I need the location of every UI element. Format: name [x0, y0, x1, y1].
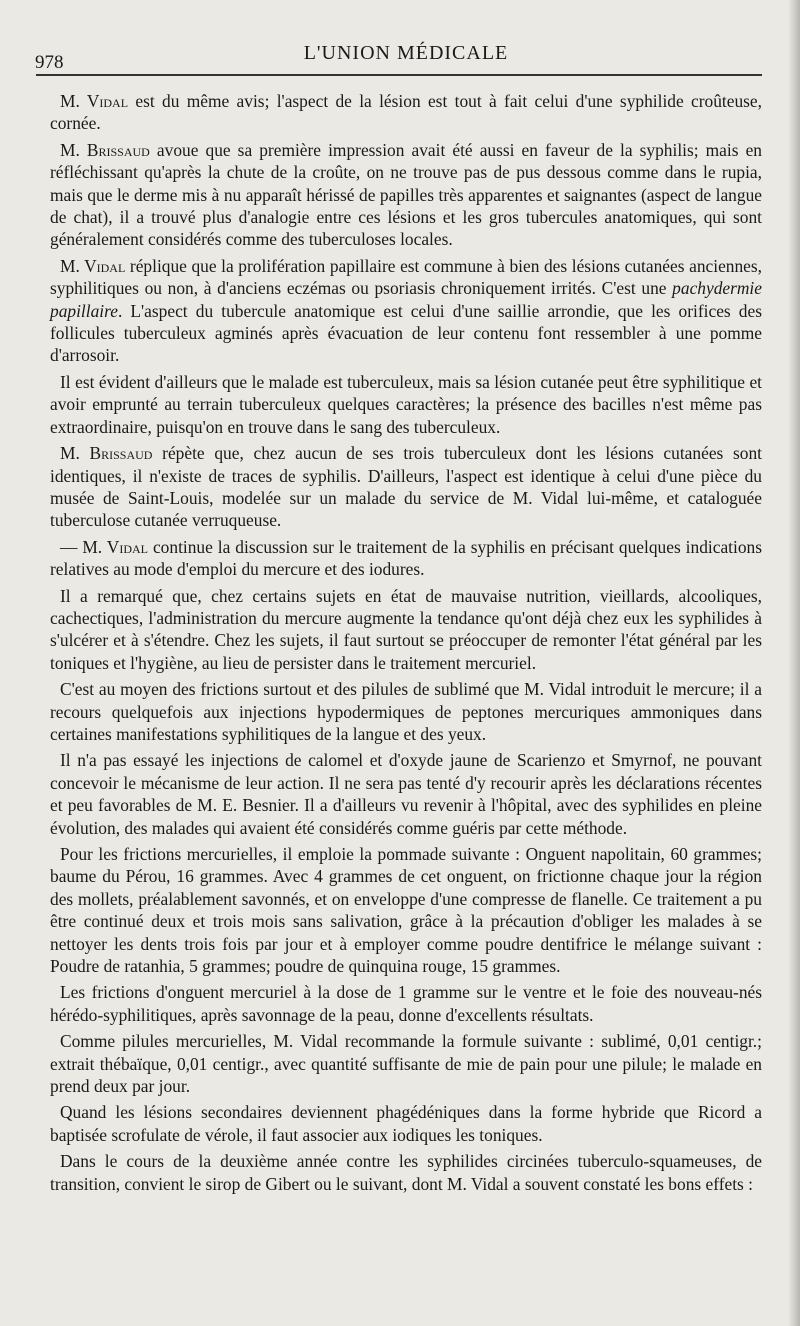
- paragraph-text: répète que, chez aucun de ses trois tuberculeux dont les lésions cutanées sont identiques, il n'existe de traces de syphilis. D'ailleurs, l'aspect est identique à celui d'une pièce du musée de Saint-Louis, modelée sur un malade du service de M. Vidal lui-même, et cataloguée tuberculose cutanée verruqueuse.: [50, 443, 762, 531]
- paragraph: Il a remarqué que, chez certains sujets en état de mauvaise nutrition, vieillards, alcooliques, cachectiques, l'administration du mercure augmente la tendance qu'ont déjà chez eux les syphilides à s'ulcérer et à s'étendre. Chez les sujets, il faut surtout se préoccuper de remonter l'état général par les toniques et l'hygiène, au lieu de persister dans le traitement mercuriel.: [50, 585, 762, 673]
- header-rule: [36, 74, 762, 76]
- paragraph: Les frictions d'onguent mercuriel à la dose de 1 gramme sur le ventre et le foie des nouveau-nés hérédo-syphilitiques, après savonnage de la peau, donne d'excellents résultats.: [50, 982, 762, 1025]
- speaker-name: M. Vidal: [82, 536, 149, 557]
- page-edge-shadow: [788, 0, 800, 1326]
- paragraph-text: continue la discussion sur le traitement de la syphilis en précisant quelques indications relatives au mode d'emploi du mercure et des iodures.: [50, 536, 762, 580]
- paragraph: Dans le cours de la deuxième année contre les syphilides circinées tuberculo-squameuses, de transition, convient le sirop de Gibert ou le suivant, dont M. Vidal a souvent constaté les bons effets :: [50, 1151, 762, 1194]
- paragraph: [50, 255, 762, 367]
- running-title: L'UNION MÉDICALE: [303, 42, 509, 64]
- paragraph: [50, 442, 762, 532]
- dash-prefix: —: [60, 536, 83, 557]
- speaker-name: M. Brissaud: [60, 443, 153, 464]
- speaker-name: M. Vidal: [60, 255, 126, 276]
- paragraph-text: avoue que sa première impression avait été aussi en faveur de la syphilis; mais en réfléchissant qu'après la chute de la croûte, on ne trouve pas de pus dessous comme dans le rupia, mais que le derme mis à nu apparaît hérissé de papilles très apparentes et saignantes (aspect de langue de chat), il a trouvé plus d'analogie entre ces lésions et les gros tubercules anatomiques, qui sont généralement considérés comme des tuberculoses locales.: [50, 139, 762, 250]
- paragraph-text: réplique que la prolifération papillaire est commune à bien des lésions cutanées anciennes, syphilitiques ou non, à d'anciens eczémas ou psoriasis chroniquement irrités. C'est une: [50, 255, 763, 299]
- page-header: [35, 42, 762, 73]
- paragraph: [50, 90, 762, 135]
- paragraph: [50, 139, 762, 251]
- speaker-name: M. Brissaud: [60, 139, 150, 160]
- paragraph: Pour les frictions mercurielles, il emploie la pommade suivante : Onguent napolitain, 60 grammes; baume du Pérou, 16 grammes. Avec 4 grammes de cet onguent, on frictionne chaque jour la région des mollets, préalablement savonnés, et on enveloppe d'une compresse de flanelle. Ce traitement a pu être continué deux et trois mois sans salivation, grâce à la précaution d'obliger les malades à se nettoyer les dents trois fois par jour et à employer comme poudre dentifrice le mélange suivant : Poudre de ratanhia, 5 grammes; poudre de quinquina rouge, 15 grammes.: [50, 844, 762, 977]
- body-text: [50, 90, 762, 1195]
- paragraph: Il est évident d'ailleurs que le malade est tuberculeux, mais sa lésion cutanée peut être syphilitique et avoir emprunté au terrain tuberculeux quelques caractères; la présence des bacilles n'est même pas extraordinaire, puisqu'on en trouve dans le sang des tuberculeux.: [50, 371, 762, 437]
- paragraph-text: est du même avis; l'aspect de la lésion est tout à fait celui d'une syphilide croûteuse, cornée.: [50, 91, 762, 134]
- paragraph: Comme pilules mercurielles, M. Vidal recommande la formule suivante : sublimé, 0,01 centigr.; extrait thébaïque, 0,01 centigr., avec quantité suffisante de mie de pain pour une pilule; le malade en prend deux par jour.: [50, 1031, 762, 1097]
- speaker-name: M. Vidal: [60, 91, 129, 111]
- emphasized-term: pachydermie papillaire: [50, 278, 762, 321]
- paragraph: Quand les lésions secondaires deviennent phagédéniques dans la forme hybride que Ricord a baptisée scrofulate de vérole, il faut associer aux iodiques les toniques.: [50, 1102, 762, 1145]
- page-number: 978: [35, 52, 64, 73]
- paragraph: C'est au moyen des frictions surtout et des pilules de sublimé que M. Vidal introduit le mercure; il a recours quelquefois aux injections hypodermiques de peptones mercuriques ammoniques dans certaines manifestations syphilitiques de la langue et des yeux.: [50, 679, 762, 744]
- paragraph-text: . L'aspect du tubercule anatomique est celui d'une saillie arrondie, que les orifices des follicules tuberculeux agminés après évacuation de leur contenu font ressembler à une pomme d'arrosoir.: [50, 300, 762, 366]
- paragraph: [50, 536, 762, 581]
- paragraph: Il n'a pas essayé les injections de calomel et d'oxyde jaune de Scarienzo et Smyrnof, ne pouvant concevoir le mécanisme de leur action. Il ne sera pas tenté d'y recourir après les déclarations récentes et peu favorables de M. E. Besnier. Il a d'ailleurs vu revenir à l'hôpital, avec des syphilides en pleine évolution, des malades qui avaient été considérés comme guéris par cette méthode.: [50, 750, 762, 838]
